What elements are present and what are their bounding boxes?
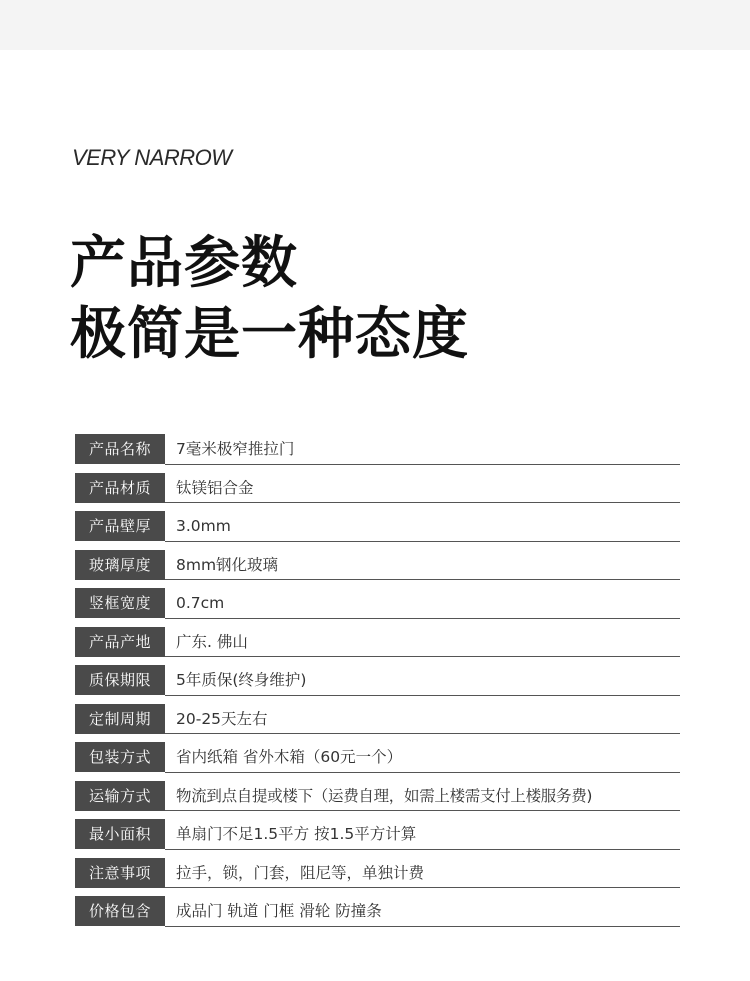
- spec-value: 8mm钢化玻璃: [176, 555, 279, 574]
- tagline: VERY NARROW: [72, 145, 232, 170]
- spec-row-warranty: [75, 665, 680, 704]
- spec-label: 最小面积: [75, 819, 165, 849]
- spec-value: 5年质保(终身维护): [176, 671, 307, 689]
- spec-label: 产品壁厚: [75, 511, 165, 541]
- spec-value: 20-25天左右: [176, 709, 268, 728]
- spec-table: [75, 434, 680, 935]
- spec-row-shipping: [75, 781, 680, 820]
- spec-value: 省内纸箱 省外木箱（60元一个）: [176, 748, 403, 766]
- spec-label: 价格包含: [75, 896, 165, 926]
- spec-value: 钛镁铝合金: [176, 478, 254, 497]
- spec-row-material: [75, 473, 680, 512]
- spec-row-minimum-area: [75, 819, 680, 858]
- spec-value: 成品门 轨道 门框 滑轮 防撞条: [176, 902, 382, 920]
- spec-label: 竖框宽度: [75, 588, 165, 618]
- spec-row-wall-thickness: [75, 511, 680, 550]
- spec-row-origin: [75, 627, 680, 666]
- spec-value: 物流到点自提或楼下（运费自理，如需上楼需支付上楼服务费): [176, 786, 593, 805]
- spec-value: 0.7cm: [176, 594, 225, 612]
- spec-row-price-includes: [75, 896, 680, 935]
- spec-value: 7毫米极窄推拉门: [176, 440, 295, 458]
- spec-row-notes: [75, 858, 680, 897]
- spec-label: 质保期限: [75, 665, 165, 695]
- spec-value: 单扇门不足1.5平方 按1.5平方计算: [176, 825, 417, 843]
- spec-value: 3.0mm: [176, 517, 231, 535]
- spec-label: 产品名称: [75, 434, 165, 464]
- spec-label: 运输方式: [75, 781, 165, 811]
- spec-label: 玻璃厚度: [75, 550, 165, 580]
- spec-value: 拉手，锁，门套，阻尼等，单独计费: [176, 863, 425, 882]
- spec-row-glass-thickness: [75, 550, 680, 589]
- spec-row-frame-width: [75, 588, 680, 627]
- spec-label: 注意事项: [75, 858, 165, 888]
- spec-row-product-name: [75, 434, 680, 473]
- headline-title: 产品参数: [70, 231, 298, 296]
- spec-label: 产品材质: [75, 473, 165, 503]
- spec-value: 广东. 佛山: [176, 632, 248, 651]
- spec-row-packaging: [75, 742, 680, 781]
- top-band: [0, 0, 750, 50]
- spec-label: 产品产地: [75, 627, 165, 657]
- spec-label: 定制周期: [75, 704, 165, 734]
- spec-label: 包装方式: [75, 742, 165, 772]
- headline-subtitle: 极简是一种态度: [70, 302, 469, 367]
- spec-row-lead-time: [75, 704, 680, 743]
